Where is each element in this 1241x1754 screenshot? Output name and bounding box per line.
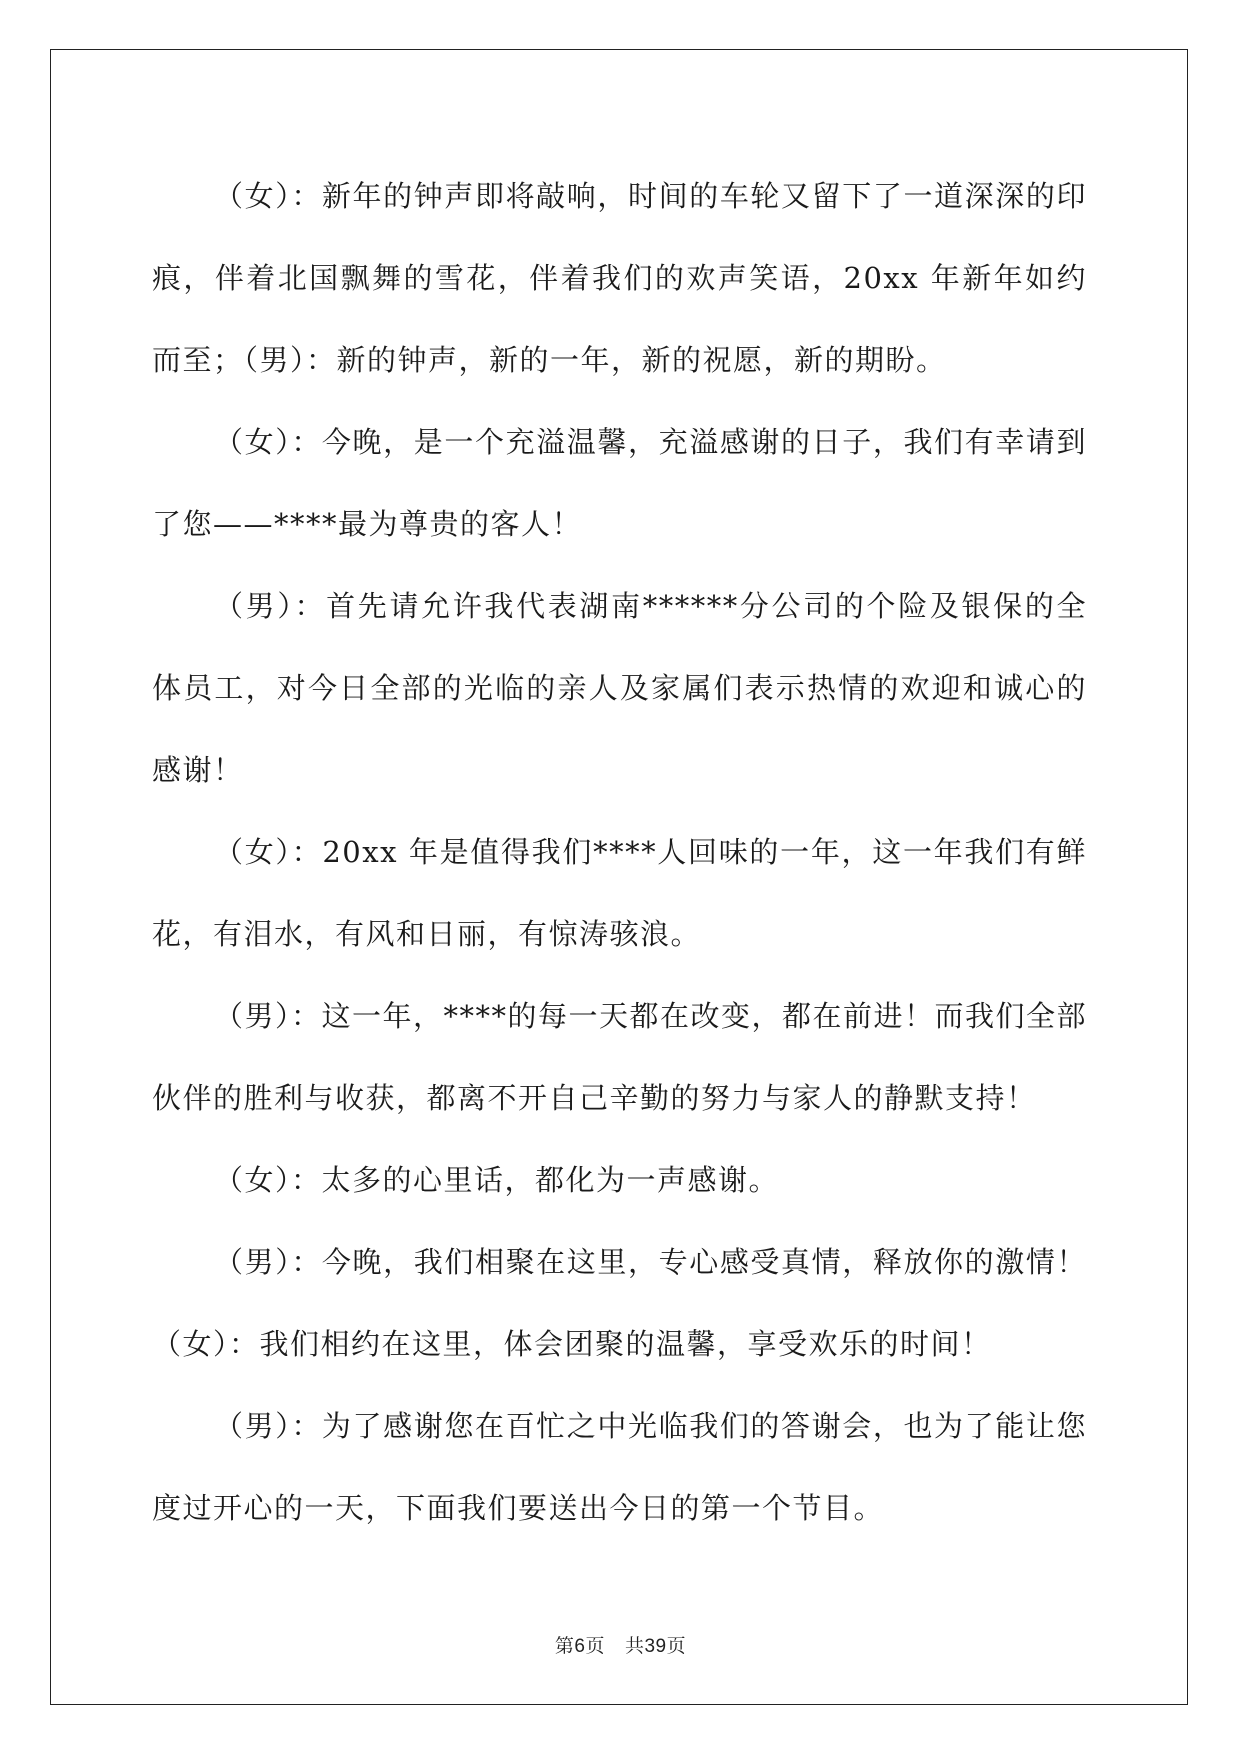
paragraph: （女）：太多的心里话，都化为一声感谢。 [214,1163,780,1197]
total-label-suffix: 页 [666,1635,687,1657]
total-page-number: 39 [644,1636,667,1657]
total-label-prefix: 共 [624,1635,645,1657]
paragraph: （男）：今晚，我们相聚在这里，专心感受真情，释放你的激情！（女）：我们相约在这里，体会团聚的温馨，享受欢乐的时间！ [152,1245,1087,1361]
paragraph: （男）：首先请允许我代表湖南******分公司的个险及银保的全体员工，对今日全部的光临的亲人及家属们表示热情的欢迎和诚心的感谢！ [152,589,1087,787]
page-footer [0,1631,1241,1658]
page-label-prefix: 第 [554,1635,575,1657]
paragraph: （女）：20xx 年是值得我们****人回味的一年，这一年我们有鲜花，有泪水，有风和日丽，有惊涛骇浪。 [152,835,1087,951]
paragraph: （女）：新年的钟声即将敲响，时间的车轮又留下了一道深深的印痕，伴着北国飘舞的雪花，伴着我们的欢声笑语，20xx 年新年如约而至；（男）：新的钟声，新的一年，新的祝愿，新的期盼。 [152,179,1087,377]
paragraph: （女）：今晚，是一个充溢温馨，充溢感谢的日子，我们有幸请到了您——****最为尊贵的客人！ [152,425,1087,541]
page-label-suffix: 页 [585,1635,605,1657]
current-page-number: 6 [574,1636,586,1657]
paragraph: （男）：为了感谢您在百忙之中光临我们的答谢会，也为了能让您度过开心的一天，下面我们要送出今日的第一个节目。 [152,1409,1087,1525]
paragraph: （男）：这一年，****的每一天都在改变，都在前进！而我们全部伙伴的胜利与收获，都离不开自己辛勤的努力与家人的静默支持！ [152,999,1088,1115]
document-body [152,155,1087,1549]
